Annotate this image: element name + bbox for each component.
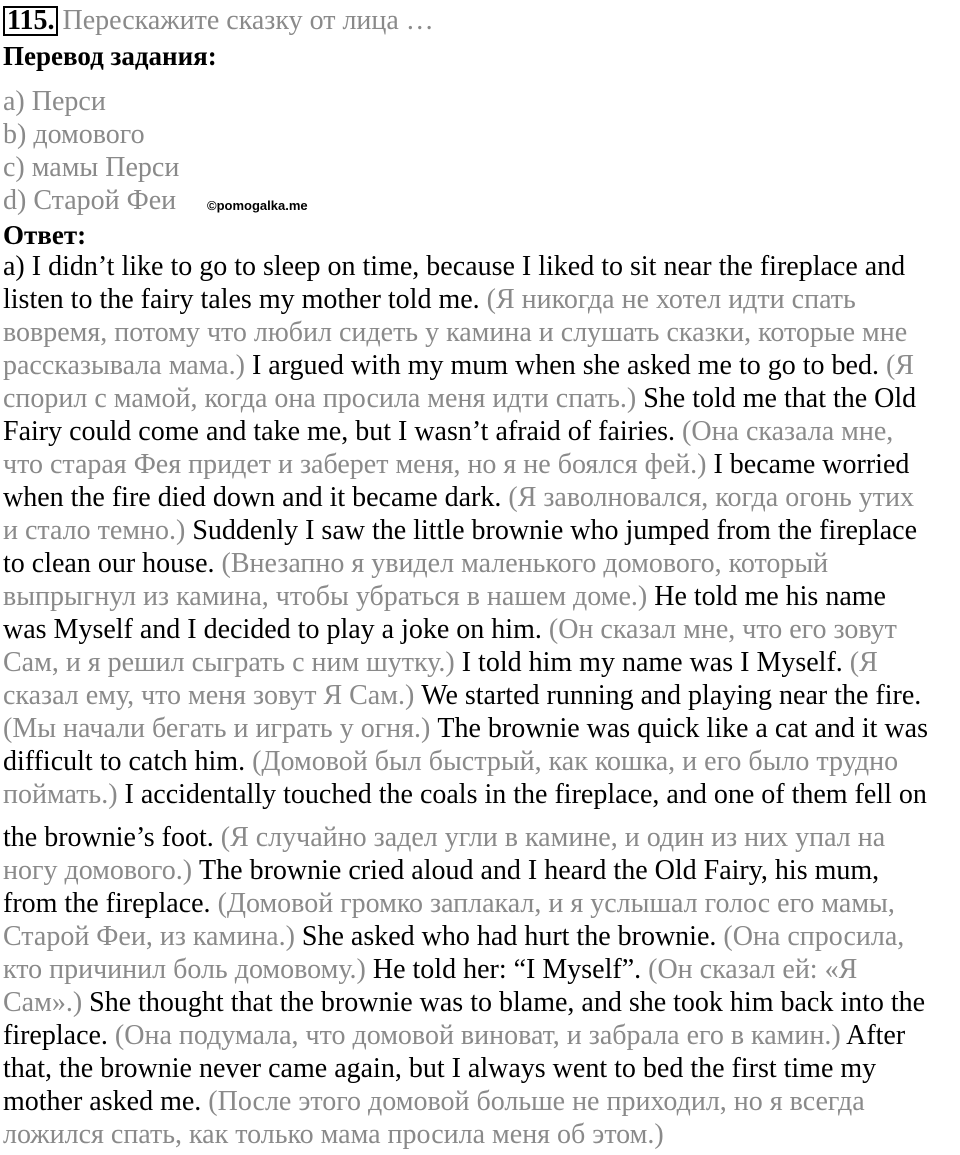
translation-text: (Он сказал мне, что его зовут — [548, 614, 897, 645]
translation-text: (Она подумала, что домовой виноват, и забрала его в камин.) — [114, 1020, 847, 1051]
translation-text: ложился спать, как только мама просила меня об этом.) — [3, 1119, 664, 1150]
translation-text: (Домовой громко заплакал, и я услышал голос его мамы, — [217, 888, 895, 919]
answer-text: She asked who had hurt the brownie. — [301, 921, 724, 952]
translation-text: (Домовой был быстрый, как кошка, и его было трудно — [252, 746, 899, 777]
translation-text: (Я заволновался, когда огонь утих — [508, 482, 914, 513]
answer-text: The brownie cried aloud and I heard the Old Fairy, his mum, — [199, 855, 880, 886]
answer-line — [3, 854, 879, 887]
answer-line — [3, 646, 878, 679]
translation-text: сказал ему, что меня зовут Я Сам.) — [3, 680, 422, 711]
translation-text: (Он сказал ей: «Я — [648, 954, 858, 985]
translation-text: кто причинил боль домовому.) — [3, 954, 373, 985]
answer-text: I became worried — [713, 449, 910, 480]
answer-text: that, the brownie never came again, but I always went to bed the first time my — [3, 1053, 877, 1084]
answer-line — [3, 349, 914, 382]
answer-line — [3, 1085, 865, 1118]
answer-line — [3, 382, 916, 415]
answer-line — [3, 580, 886, 613]
answer-text: She told me that the Old — [643, 383, 917, 414]
answer-line — [3, 1019, 905, 1052]
translation-text: выпрыгнул из камина, чтобы убраться в нашем доме.) — [3, 581, 655, 612]
translation-text: (Внезапно я увидел маленького домового, который — [221, 548, 829, 579]
answer-line — [3, 1052, 876, 1085]
answer-text: difficult to catch him. — [3, 746, 253, 777]
task-number: 115. — [3, 6, 58, 36]
answer-line — [3, 481, 914, 514]
answer-text: listen to the fairy tales my mother told me. — [3, 284, 487, 315]
answer-line — [3, 745, 898, 778]
answer-line — [3, 547, 828, 580]
answer-text: the brownie’s foot. — [3, 822, 221, 853]
answer-text: After — [846, 1020, 906, 1051]
answer-line — [3, 415, 893, 448]
option-b: b) домового — [3, 119, 145, 150]
translation-text: (Я — [885, 350, 914, 381]
answer-text: We started running and playing near the fire. — [421, 680, 922, 711]
answer-line — [3, 986, 925, 1019]
answer-text: I told him my name was I Myself. — [461, 647, 850, 678]
answer-line — [3, 448, 909, 481]
translation-text: (Она спросила, — [723, 921, 905, 952]
translation-text: что старая Фея придет и заберет меня, но я не боялся фей.) — [3, 449, 714, 480]
answer-text: I accidentally touched the coals in the fireplace, and one of them fell on — [124, 779, 927, 810]
translation-text: (Мы начали бегать и играть у огня.) — [3, 713, 438, 744]
answer-line — [3, 920, 904, 953]
answer-text: a) I didn’t like to go to sleep on time, because I liked to sit near the fireplace and — [3, 251, 906, 282]
answer-text: was Myself and I decided to play a joke on him. — [3, 614, 549, 645]
answer-text: The brownie was quick like a cat and it was — [437, 713, 928, 744]
option-d: d) Старой Феи — [3, 185, 177, 216]
translation-heading: Перевод задания: — [3, 41, 217, 71]
answer-text: from the fireplace. — [3, 888, 218, 919]
option-c: c) мамы Перси — [3, 152, 180, 183]
translation-text: спорил с мамой, когда она просила меня идти спать.) — [3, 383, 644, 414]
answer-line — [3, 1118, 664, 1151]
answer-line — [3, 712, 928, 745]
answer-line — [3, 250, 905, 283]
answer-line — [3, 613, 897, 646]
translation-text: поймать.) — [3, 779, 125, 810]
task-instruction: Перескажите сказку от лица … — [62, 5, 434, 36]
translation-text: (Я случайно задел угли в камине, и один из них упал на — [220, 822, 886, 853]
translation-text: (Я — [849, 647, 878, 678]
answer-text: mother asked me. — [3, 1086, 209, 1117]
answer-text: to clean our house. — [3, 548, 222, 579]
translation-text: Старой Феи, из камина.) — [3, 921, 302, 952]
translation-text: Сам».) — [3, 987, 90, 1018]
translation-text: Сам, и я решил сыграть с ним шутку.) — [3, 647, 462, 678]
answer-line — [3, 679, 921, 712]
translation-text: и стало темно.) — [3, 515, 193, 546]
answer-text: He told me his name — [654, 581, 886, 612]
answer-line — [3, 887, 895, 920]
answer-line — [3, 821, 885, 854]
answer-line — [3, 514, 917, 547]
answer-line — [3, 953, 857, 986]
translation-text: рассказывала мама.) — [3, 350, 252, 381]
answer-text: She thought that the brownie was to blame, and she took him back into the — [89, 987, 926, 1018]
translation-text: (После этого домовой больше не приходил, но я всегда — [208, 1086, 865, 1117]
answer-text: I argued with my mum when she asked me to go to bed. — [251, 350, 886, 381]
answer-text: Fairy could come and take me, but I wasn’t afraid of fairies. — [3, 416, 683, 447]
answer-text: Suddenly I saw the little brownie who jumped from the fireplace — [192, 515, 918, 546]
answer-line — [3, 778, 927, 811]
answer-heading: Ответ: — [3, 220, 87, 250]
answer-text: when the fire died down and it became dark. — [3, 482, 509, 513]
translation-text: (Я никогда не хотел идти спать — [486, 284, 856, 315]
option-a: a) Перси — [3, 86, 106, 117]
answer-line — [3, 316, 907, 349]
answer-text: fireplace. — [3, 1020, 115, 1051]
translation-text: вовремя, потому что любил сидеть у камина и слушать сказки, которые мне — [3, 317, 908, 348]
translation-text: (Она сказала мне, — [682, 416, 894, 447]
watermark: ©pomogalka.me — [207, 198, 308, 213]
answer-line — [3, 283, 856, 316]
answer-text: He told her: “I Myself”. — [372, 954, 649, 985]
translation-text: ногу домового.) — [3, 855, 200, 886]
task-header — [3, 4, 434, 37]
